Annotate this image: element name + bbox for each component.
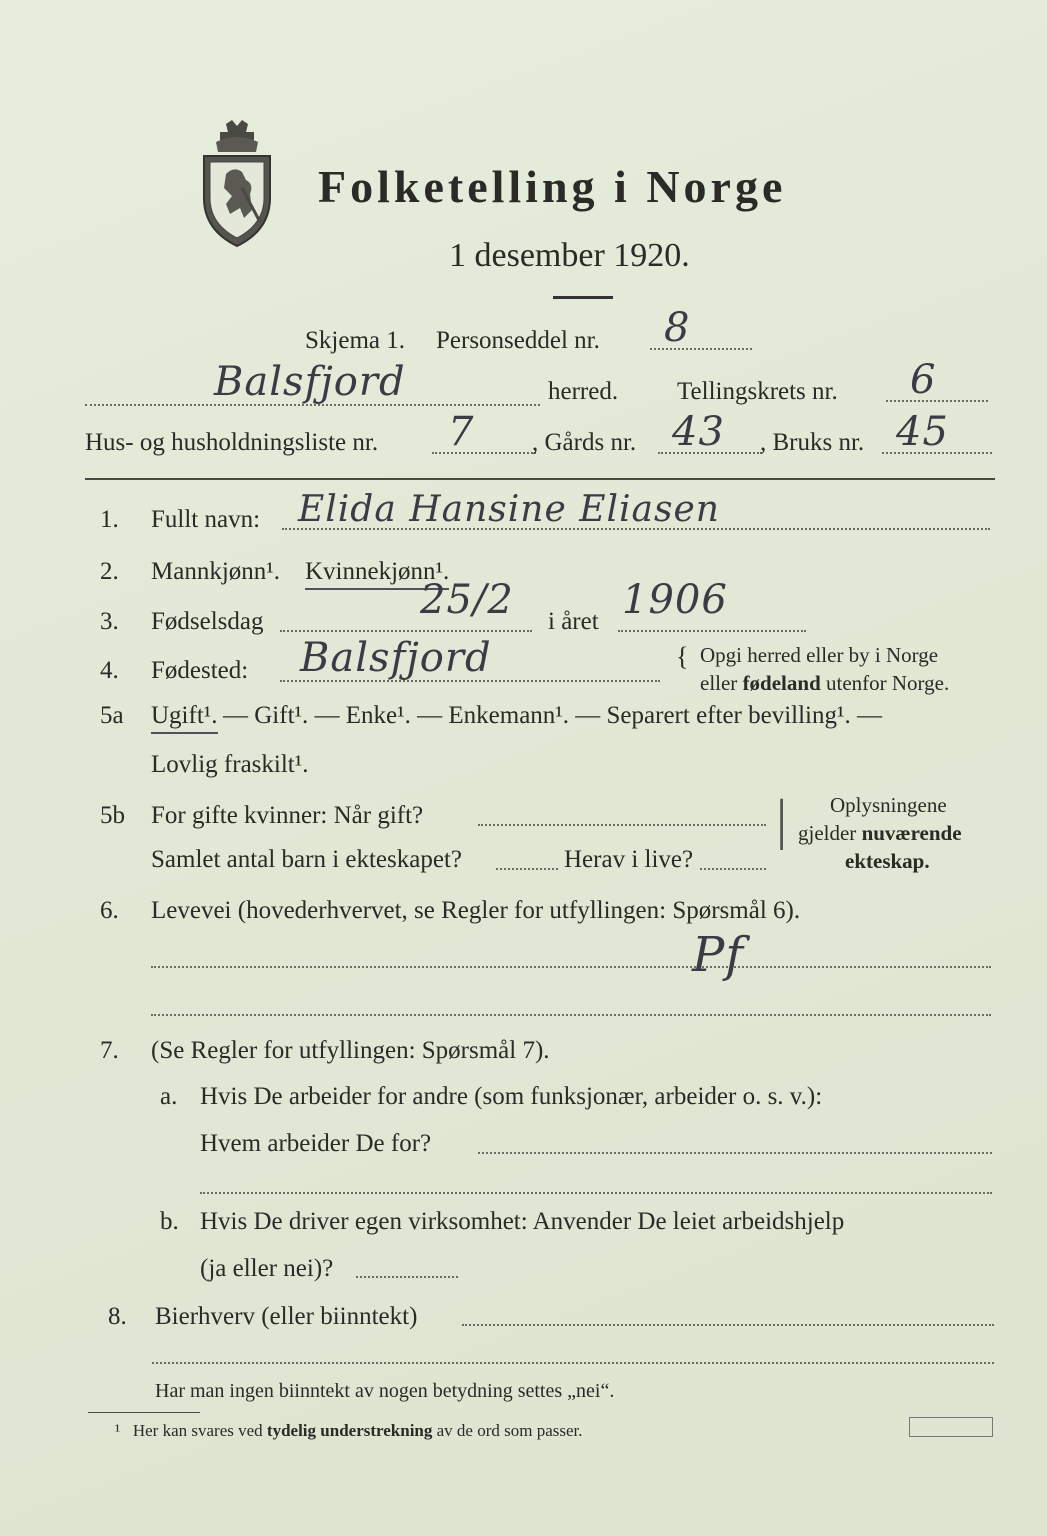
q4-label: Fødested: <box>151 657 249 684</box>
header-rule <box>85 478 995 480</box>
gender-female-option[interactable]: Kvinnekjønn¹. <box>305 557 449 590</box>
full-name-value[interactable]: Elida Hansine Eliasen <box>298 489 720 530</box>
q6-label: Levevei (hovederhvervet, se Regler for utfyllingen: Spørsmål 6). <box>151 897 801 924</box>
skjema-label: Skjema 1. <box>305 327 405 354</box>
q3-label: Fødselsdag <box>151 608 264 635</box>
q4-note-line2: eller fødeland utenfor Norge. <box>700 671 950 695</box>
title-divider <box>553 296 613 299</box>
side-income-field-line <box>462 1324 994 1326</box>
employer-field-line-2 <box>200 1192 992 1194</box>
q7b-number: b. <box>160 1208 179 1235</box>
gards-label: , Gårds nr. <box>532 429 637 456</box>
q7b-sub-label: (ja eller nei)? <box>200 1255 334 1282</box>
gender-male-option[interactable]: Mannkjønn¹. <box>151 558 281 585</box>
q8-label: Bierhverv (eller biinntekt) <box>155 1303 418 1330</box>
marital-ugift-option[interactable]: Ugift¹. <box>151 701 218 734</box>
q5b-note-line3: ekteskap. <box>845 849 930 873</box>
marital-other-options[interactable]: — Gift¹. — Enke¹. — Enkemann¹. — Separert efter bevilling¹. — <box>223 702 882 729</box>
q7b-label: Hvis De driver egen virksomhet: Anvender De leiet arbeidshjelp <box>200 1208 845 1235</box>
herred-value[interactable]: Balsfjord <box>214 359 406 405</box>
birthyear-value[interactable]: 1906 <box>622 577 728 623</box>
tellingskrets-value[interactable]: 6 <box>910 357 937 403</box>
bruks-label: , Bruks nr. <box>760 429 865 456</box>
birthyear-field-line <box>618 630 806 632</box>
q1-label: Fullt navn: <box>151 506 261 533</box>
husliste-value[interactable]: 7 <box>448 409 475 455</box>
q7a-label: Hvis De arbeider for andre (som funksjonær, arbeider o. s. v.): <box>200 1083 823 1110</box>
children-alive-field-line <box>700 868 766 870</box>
q4-number: 4. <box>100 657 119 684</box>
q5b-number: 5b <box>100 802 125 829</box>
gards-value[interactable]: 43 <box>672 409 725 455</box>
children-total-field-line <box>496 868 558 870</box>
footnote: ¹ Her kan svares ved tydelig understrekning av de ord som passer. <box>115 1421 583 1440</box>
q5b-note-brace: | <box>776 789 788 851</box>
q6-field-line-1 <box>151 966 991 968</box>
form-title: Folketelling i Norge <box>318 161 787 212</box>
bruks-value[interactable]: 45 <box>896 409 949 455</box>
husliste-label: Hus- og husholdningsliste nr. <box>85 429 379 456</box>
children-total-label: Samlet antal barn i ekteskapet? <box>151 846 462 873</box>
q1-number: 1. <box>100 506 119 533</box>
footnote-rule <box>88 1412 200 1413</box>
birthyear-label: i året <box>548 608 599 635</box>
q5a-number: 5a <box>100 702 124 729</box>
marital-fraskilt-option[interactable]: Lovlig fraskilt¹. <box>151 751 309 778</box>
hired-help-field-line <box>356 1276 458 1278</box>
printer-stamp-icon <box>909 1417 993 1437</box>
birthday-field-line <box>280 630 532 632</box>
herred-label: herred. <box>548 378 619 405</box>
q6-field-line-2 <box>151 1014 991 1016</box>
side-income-note: Har man ingen biinntekt av nogen betydning settes „nei“. <box>155 1380 615 1402</box>
q3-number: 3. <box>100 608 119 635</box>
q7-number: 7. <box>100 1037 119 1064</box>
q8-number: 8. <box>108 1303 127 1330</box>
tellingskrets-field-line <box>886 400 988 402</box>
q2-number: 2. <box>100 558 119 585</box>
side-income-field-line-2 <box>152 1362 994 1364</box>
q5b-note-line2: gjelder nuværende <box>798 821 962 845</box>
tellingskrets-label: Tellingskrets nr. <box>677 378 838 405</box>
q5b-note-line1: Oplysningene <box>830 793 947 817</box>
norway-coat-of-arms-icon <box>196 118 278 250</box>
q7a-number: a. <box>160 1083 178 1110</box>
q4-note-brace: { <box>676 642 689 671</box>
q7a-sub-label: Hvem arbeider De for? <box>200 1130 432 1157</box>
census-date: 1 desember 1920. <box>449 237 690 274</box>
married-date-field-line <box>478 824 766 826</box>
birthplace-value[interactable]: Balsfjord <box>300 635 492 681</box>
personseddel-value[interactable]: 8 <box>664 305 691 351</box>
children-alive-label: Herav i live? <box>564 846 694 873</box>
q6-number: 6. <box>100 897 119 924</box>
personseddel-label: Personseddel nr. <box>436 327 600 354</box>
occupation-value[interactable]: Pf <box>692 927 745 983</box>
employer-field-line <box>478 1152 992 1154</box>
q4-note-line1: Opgi herred eller by i Norge <box>700 643 939 667</box>
q5b-label: For gifte kvinner: Når gift? <box>151 802 424 829</box>
q7-label: (Se Regler for utfyllingen: Spørsmål 7). <box>151 1037 550 1064</box>
birthday-value[interactable]: 25/2 <box>420 577 514 623</box>
